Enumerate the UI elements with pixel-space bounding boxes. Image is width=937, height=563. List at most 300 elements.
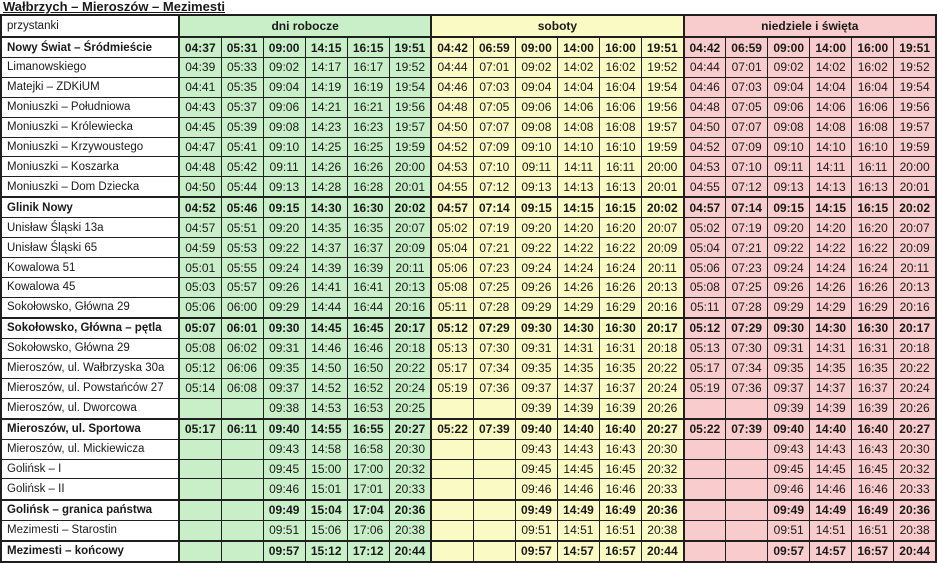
time-cell: 19:57	[642, 117, 684, 137]
time-cell: 05:39	[221, 117, 263, 137]
time-cell: 19:56	[389, 97, 431, 117]
time-cell: 14:31	[810, 338, 852, 358]
time-cell	[221, 439, 263, 459]
time-cell: 07:07	[473, 117, 515, 137]
table-row	[1, 398, 936, 419]
time-cell: 17:00	[347, 459, 389, 479]
time-cell: 14:37	[810, 378, 852, 398]
time-cell: 14:15	[557, 197, 599, 218]
time-cell: 04:55	[431, 177, 473, 198]
time-cell: 15:00	[305, 459, 347, 479]
time-cell	[684, 520, 726, 541]
time-cell: 14:13	[810, 177, 852, 198]
time-cell: 14:53	[305, 398, 347, 419]
time-cell: 16:37	[599, 378, 641, 398]
time-cell: 14:46	[557, 479, 599, 500]
time-cell: 04:46	[431, 77, 473, 97]
time-cell: 09:43	[768, 439, 810, 459]
time-cell: 20:11	[894, 258, 936, 278]
time-cell	[473, 520, 515, 541]
time-cell: 14:04	[810, 77, 852, 97]
time-cell: 07:12	[726, 177, 768, 198]
time-cell: 14:24	[810, 258, 852, 278]
time-cell: 16:06	[599, 97, 641, 117]
time-cell	[684, 398, 726, 419]
time-cell: 16:39	[852, 398, 894, 419]
time-cell: 09:13	[768, 177, 810, 198]
time-cell: 14:30	[305, 197, 347, 218]
time-cell: 20:17	[389, 318, 431, 339]
time-cell: 16:20	[599, 218, 641, 238]
time-cell: 14:35	[810, 358, 852, 378]
time-cell: 20:09	[894, 238, 936, 258]
table-row	[1, 117, 936, 137]
time-cell: 14:30	[557, 318, 599, 339]
time-cell: 20:32	[894, 459, 936, 479]
time-cell: 16:06	[852, 97, 894, 117]
time-cell: 14:46	[810, 479, 852, 500]
time-cell: 16:26	[347, 157, 389, 177]
stop-name-cell: Sokołowsko, Główna – pętla	[1, 318, 179, 339]
stop-name-cell: Moniuszki – Dom Dziecka	[1, 177, 179, 198]
time-cell: 06:59	[473, 37, 515, 58]
time-cell: 09:51	[768, 520, 810, 541]
time-cell: 20:16	[389, 297, 431, 318]
time-cell: 19:52	[389, 58, 431, 78]
time-cell: 20:16	[894, 297, 936, 318]
time-cell: 16:31	[599, 338, 641, 358]
time-cell: 07:23	[726, 258, 768, 278]
time-cell: 14:06	[810, 97, 852, 117]
time-cell: 14:44	[305, 297, 347, 318]
time-cell: 04:44	[684, 58, 726, 78]
time-cell: 16:24	[852, 258, 894, 278]
time-cell: 14:11	[557, 157, 599, 177]
time-cell: 16:35	[852, 358, 894, 378]
time-cell: 14:51	[557, 520, 599, 541]
time-cell: 05:12	[431, 318, 473, 339]
time-cell: 05:12	[179, 358, 221, 378]
time-cell: 07:12	[473, 177, 515, 198]
time-cell: 04:39	[179, 58, 221, 78]
time-cell: 09:40	[515, 419, 557, 440]
time-cell: 05:02	[431, 218, 473, 238]
time-cell	[431, 520, 473, 541]
time-cell: 20:26	[894, 398, 936, 419]
time-cell: 09:39	[515, 398, 557, 419]
stop-name-cell: Glinik Nowy	[1, 197, 179, 218]
time-cell: 20:24	[894, 378, 936, 398]
stop-name-cell: Unisław Śląski 13a	[1, 218, 179, 238]
time-cell: 14:10	[557, 137, 599, 157]
time-cell: 09:11	[768, 157, 810, 177]
time-cell	[221, 520, 263, 541]
time-cell: 06:02	[221, 338, 263, 358]
time-cell: 09:57	[263, 541, 305, 562]
time-cell: 16:08	[852, 117, 894, 137]
time-cell: 16:02	[852, 58, 894, 78]
time-cell: 20:09	[389, 238, 431, 258]
time-cell: 05:31	[221, 37, 263, 58]
time-cell: 15:12	[305, 541, 347, 562]
time-cell: 16:45	[852, 459, 894, 479]
time-cell: 16:46	[599, 479, 641, 500]
time-cell: 20:07	[642, 218, 684, 238]
time-cell: 20:17	[894, 318, 936, 339]
time-cell: 20:13	[894, 278, 936, 298]
time-cell	[221, 500, 263, 521]
time-cell	[179, 459, 221, 479]
table-row	[1, 297, 936, 318]
stop-name-cell: Moniuszki – Południowa	[1, 97, 179, 117]
time-cell: 05:13	[684, 338, 726, 358]
time-cell: 05:41	[221, 137, 263, 157]
time-cell: 16:50	[347, 358, 389, 378]
time-cell: 09:24	[768, 258, 810, 278]
time-cell: 05:42	[221, 157, 263, 177]
time-cell: 14:06	[557, 97, 599, 117]
time-cell: 09:38	[263, 398, 305, 419]
time-cell: 09:43	[263, 439, 305, 459]
time-cell: 19:57	[389, 117, 431, 137]
time-cell: 16:29	[599, 297, 641, 318]
time-cell: 04:48	[179, 157, 221, 177]
time-cell: 07:03	[726, 77, 768, 97]
time-cell: 16:26	[599, 278, 641, 298]
time-cell: 16:15	[852, 197, 894, 218]
time-cell: 14:46	[305, 338, 347, 358]
time-cell	[726, 500, 768, 521]
time-cell: 05:02	[684, 218, 726, 238]
time-cell: 09:24	[515, 258, 557, 278]
time-cell: 05:08	[684, 278, 726, 298]
time-cell: 09:46	[515, 479, 557, 500]
time-cell: 14:15	[810, 197, 852, 218]
time-cell	[179, 398, 221, 419]
time-cell: 14:11	[810, 157, 852, 177]
stop-name-cell: Sokołowsko, Główna 29	[1, 338, 179, 358]
time-cell: 09:06	[515, 97, 557, 117]
time-cell: 09:06	[768, 97, 810, 117]
time-cell: 07:28	[726, 297, 768, 318]
time-cell: 14:08	[810, 117, 852, 137]
time-cell: 19:56	[894, 97, 936, 117]
time-cell: 05:35	[221, 77, 263, 97]
time-cell: 20:38	[894, 520, 936, 541]
time-cell: 07:25	[473, 278, 515, 298]
time-cell: 20:33	[642, 479, 684, 500]
time-cell: 14:37	[305, 238, 347, 258]
table-row	[1, 77, 936, 97]
time-cell: 16:46	[852, 479, 894, 500]
stop-name-cell: Mieroszów, ul. Sportowa	[1, 419, 179, 440]
time-cell: 09:00	[768, 37, 810, 58]
time-cell: 14:21	[305, 97, 347, 117]
time-cell: 20:33	[894, 479, 936, 500]
time-cell: 14:45	[810, 459, 852, 479]
time-cell: 09:46	[263, 479, 305, 500]
time-cell: 04:53	[431, 157, 473, 177]
time-cell: 16:25	[347, 137, 389, 157]
time-cell: 05:17	[684, 358, 726, 378]
stop-name-cell: Kowalowa 45	[1, 278, 179, 298]
table-row	[1, 459, 936, 479]
time-cell: 07:09	[473, 137, 515, 157]
time-cell: 16:22	[852, 238, 894, 258]
time-cell: 09:08	[263, 117, 305, 137]
time-cell: 19:54	[389, 77, 431, 97]
time-cell: 16:28	[347, 177, 389, 198]
time-cell: 14:10	[810, 137, 852, 157]
time-cell: 05:17	[179, 419, 221, 440]
time-cell: 05:06	[684, 258, 726, 278]
time-cell: 07:09	[726, 137, 768, 157]
time-cell: 16:10	[599, 137, 641, 157]
time-cell: 07:36	[726, 378, 768, 398]
time-cell: 05:03	[179, 278, 221, 298]
time-cell: 04:53	[684, 157, 726, 177]
table-row	[1, 97, 936, 117]
table-row	[1, 318, 936, 339]
group-header-saturdays: soboty	[431, 15, 683, 37]
time-cell: 14:15	[305, 37, 347, 58]
time-cell: 09:49	[515, 500, 557, 521]
time-cell: 14:43	[810, 439, 852, 459]
time-cell: 20:18	[894, 338, 936, 358]
time-cell: 07:05	[473, 97, 515, 117]
time-cell: 04:48	[684, 97, 726, 117]
time-cell: 15:01	[305, 479, 347, 500]
time-cell	[431, 398, 473, 419]
time-cell: 06:11	[221, 419, 263, 440]
time-cell: 09:26	[263, 278, 305, 298]
time-cell: 16:44	[347, 297, 389, 318]
time-cell: 05:14	[179, 378, 221, 398]
time-cell: 20:27	[389, 419, 431, 440]
time-cell: 14:29	[557, 297, 599, 318]
stop-name-cell: Sokołowsko, Główna 29	[1, 297, 179, 318]
stops-column-header: przystanki	[1, 15, 179, 37]
time-cell: 19:59	[894, 137, 936, 157]
time-cell: 07:29	[473, 318, 515, 339]
time-cell: 16:49	[852, 500, 894, 521]
time-cell: 16:30	[852, 318, 894, 339]
time-cell: 09:46	[768, 479, 810, 500]
table-row	[1, 541, 936, 562]
time-cell: 09:11	[263, 157, 305, 177]
time-cell: 04:57	[179, 218, 221, 238]
time-cell: 20:22	[894, 358, 936, 378]
time-cell: 09:31	[768, 338, 810, 358]
stop-name-cell: Matejki – ZDKiUM	[1, 77, 179, 97]
time-cell: 16:41	[347, 278, 389, 298]
time-cell: 04:48	[431, 97, 473, 117]
time-cell: 16:00	[852, 37, 894, 58]
time-cell: 04:52	[684, 137, 726, 157]
time-cell: 20:44	[389, 541, 431, 562]
time-cell: 09:37	[263, 378, 305, 398]
time-cell: 09:35	[263, 358, 305, 378]
time-cell: 16:10	[852, 137, 894, 157]
time-cell: 20:01	[894, 177, 936, 198]
time-cell: 09:57	[515, 541, 557, 562]
table-row	[1, 177, 936, 198]
time-cell	[684, 541, 726, 562]
time-cell: 16:49	[599, 500, 641, 521]
time-cell	[726, 459, 768, 479]
time-cell: 09:04	[515, 77, 557, 97]
time-cell: 16:46	[347, 338, 389, 358]
time-cell: 09:29	[263, 297, 305, 318]
time-cell: 16:13	[852, 177, 894, 198]
time-cell: 05:06	[179, 297, 221, 318]
time-cell	[726, 479, 768, 500]
time-cell: 16:51	[599, 520, 641, 541]
time-cell: 16:23	[347, 117, 389, 137]
time-cell: 09:15	[263, 197, 305, 218]
time-cell	[431, 500, 473, 521]
time-cell: 20:13	[389, 278, 431, 298]
time-cell: 07:30	[473, 338, 515, 358]
table-row	[1, 520, 936, 541]
time-cell: 07:23	[473, 258, 515, 278]
time-cell: 04:42	[684, 37, 726, 58]
time-cell	[179, 479, 221, 500]
timetable-body	[1, 37, 936, 562]
time-cell: 16:55	[347, 419, 389, 440]
time-cell: 16:39	[599, 398, 641, 419]
table-row	[1, 479, 936, 500]
time-cell: 07:01	[473, 58, 515, 78]
time-cell: 14:37	[557, 378, 599, 398]
time-cell	[726, 541, 768, 562]
time-cell: 16:35	[347, 218, 389, 238]
time-cell: 09:08	[768, 117, 810, 137]
time-cell: 16:02	[599, 58, 641, 78]
time-cell: 07:14	[473, 197, 515, 218]
time-cell: 14:22	[557, 238, 599, 258]
time-cell: 05:55	[221, 258, 263, 278]
time-cell: 20:02	[389, 197, 431, 218]
time-cell: 09:10	[768, 137, 810, 157]
time-cell: 05:19	[684, 378, 726, 398]
time-cell: 05:22	[684, 419, 726, 440]
time-cell: 09:30	[768, 318, 810, 339]
time-cell: 14:26	[557, 278, 599, 298]
time-cell: 14:24	[557, 258, 599, 278]
time-cell: 14:04	[557, 77, 599, 97]
time-cell: 04:47	[179, 137, 221, 157]
time-cell: 09:45	[263, 459, 305, 479]
time-cell: 16:51	[852, 520, 894, 541]
time-cell: 16:13	[599, 177, 641, 198]
time-cell: 20:02	[642, 197, 684, 218]
time-cell: 20:30	[389, 439, 431, 459]
time-cell: 07:21	[473, 238, 515, 258]
time-cell: 19:59	[389, 137, 431, 157]
time-cell	[431, 439, 473, 459]
time-cell: 09:31	[515, 338, 557, 358]
time-cell: 19:52	[894, 58, 936, 78]
time-cell: 20:00	[894, 157, 936, 177]
time-cell: 16:15	[599, 197, 641, 218]
table-row	[1, 218, 936, 238]
time-cell: 06:08	[221, 378, 263, 398]
time-cell: 07:36	[473, 378, 515, 398]
time-cell: 14:23	[305, 117, 347, 137]
time-cell: 14:57	[810, 541, 852, 562]
stop-name-cell: Mezimesti – Starostin	[1, 520, 179, 541]
time-cell: 20:00	[389, 157, 431, 177]
time-cell: 17:06	[347, 520, 389, 541]
time-cell: 07:19	[726, 218, 768, 238]
time-cell	[473, 459, 515, 479]
time-cell: 09:00	[515, 37, 557, 58]
time-cell: 14:25	[305, 137, 347, 157]
time-cell: 09:13	[515, 177, 557, 198]
time-cell: 04:52	[431, 137, 473, 157]
time-cell: 19:54	[642, 77, 684, 97]
time-cell	[473, 479, 515, 500]
time-cell: 14:45	[557, 459, 599, 479]
time-cell: 14:00	[557, 37, 599, 58]
time-cell: 04:57	[431, 197, 473, 218]
time-cell: 17:04	[347, 500, 389, 521]
time-cell: 20:18	[642, 338, 684, 358]
time-cell: 14:28	[305, 177, 347, 198]
time-cell	[221, 479, 263, 500]
table-row	[1, 58, 936, 78]
time-cell: 05:06	[431, 258, 473, 278]
time-cell: 14:30	[810, 318, 852, 339]
time-cell: 19:51	[642, 37, 684, 58]
time-cell: 09:29	[515, 297, 557, 318]
time-cell: 20:22	[389, 358, 431, 378]
time-cell: 09:57	[768, 541, 810, 562]
time-cell: 06:59	[726, 37, 768, 58]
time-cell	[431, 541, 473, 562]
time-cell: 14:52	[305, 378, 347, 398]
time-cell: 16:15	[347, 37, 389, 58]
time-cell: 09:35	[768, 358, 810, 378]
time-cell: 07:10	[473, 157, 515, 177]
time-cell: 05:04	[684, 238, 726, 258]
time-cell: 09:26	[515, 278, 557, 298]
time-cell: 14:26	[810, 278, 852, 298]
time-cell: 16:45	[347, 318, 389, 339]
time-cell: 07:19	[473, 218, 515, 238]
table-row	[1, 37, 936, 58]
time-cell: 04:50	[431, 117, 473, 137]
time-cell: 14:39	[810, 398, 852, 419]
time-cell: 05:51	[221, 218, 263, 238]
time-cell: 06:01	[221, 318, 263, 339]
time-cell: 20:07	[894, 218, 936, 238]
time-cell: 14:35	[557, 358, 599, 378]
time-cell: 14:49	[810, 500, 852, 521]
time-cell: 16:43	[599, 439, 641, 459]
time-cell: 14:51	[810, 520, 852, 541]
stop-name-cell: Moniuszki – Krzywoustego	[1, 137, 179, 157]
time-cell: 09:08	[515, 117, 557, 137]
time-cell: 06:06	[221, 358, 263, 378]
stop-name-cell: Moniuszki – Koszarka	[1, 157, 179, 177]
time-cell: 16:11	[852, 157, 894, 177]
time-cell: 09:49	[263, 500, 305, 521]
time-cell: 09:24	[263, 258, 305, 278]
time-cell: 20:27	[894, 419, 936, 440]
time-cell: 07:14	[726, 197, 768, 218]
